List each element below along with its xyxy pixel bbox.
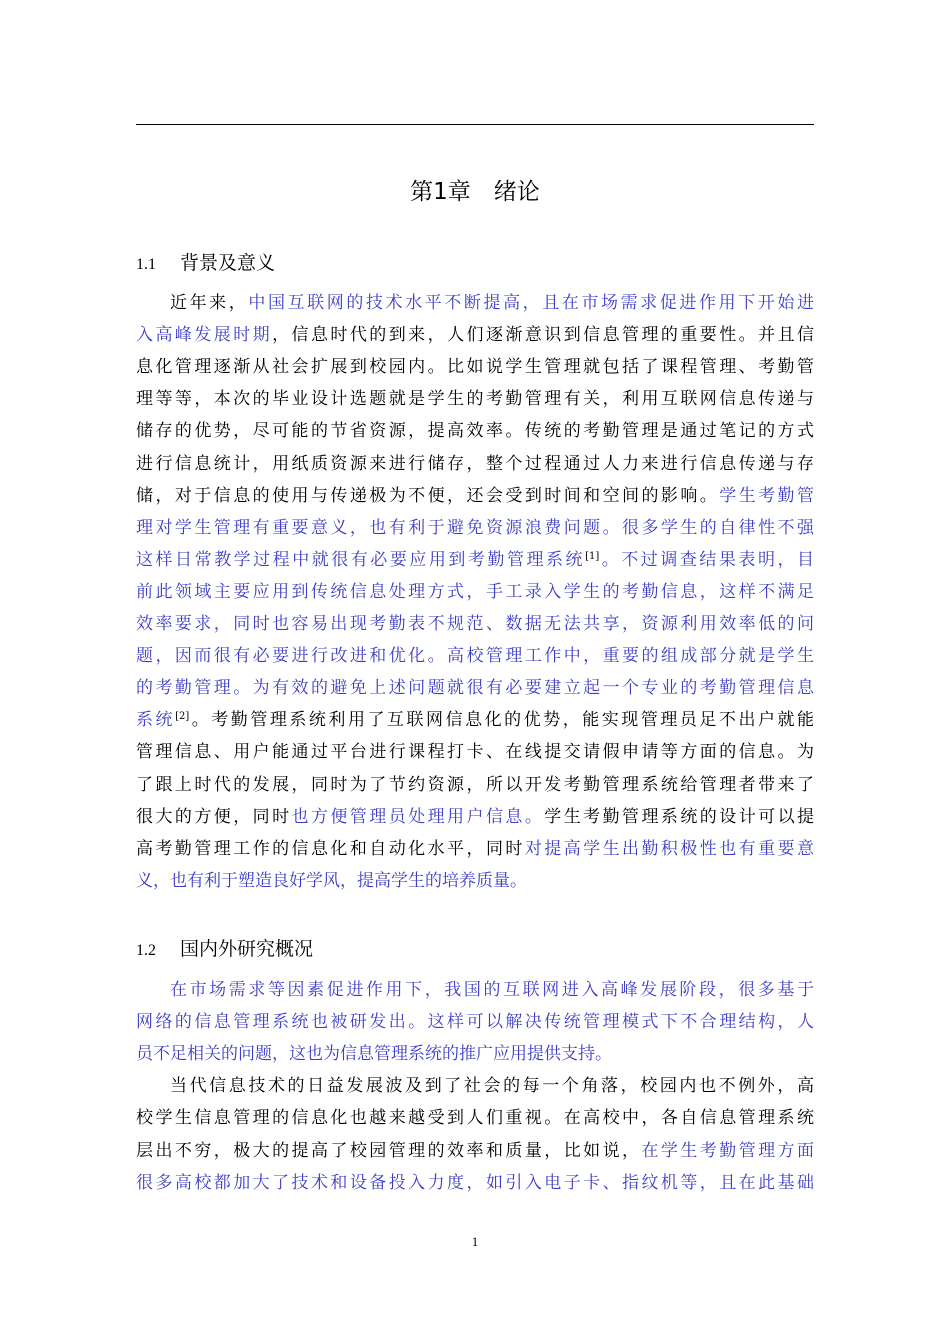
highlighted-text: 对提高学生出勤积极性也有重要意 [524,838,815,859]
highlighted-text: 前此领域主要应用到传统信息处理方式，手工录入学生的考勤信息，这样不满足 [136,581,814,602]
citation-reference: [2] [175,711,190,723]
paragraph-line [136,319,814,351]
text-run: 理等等，本次的毕业设计选题就是学生的考勤管理有关，利用互联网信息传递与 [136,389,814,410]
paragraph-line [136,1006,814,1038]
highlighted-text: 这样日常教学过程中就很有必要应用到考勤管理系统 [136,549,586,570]
paragraph-line [136,1102,814,1134]
highlighted-text: 很多高校都加大了技术和设备投入力度，如引入电子卡、指纹机等，且在此基础 [136,1172,814,1193]
section-heading-1-2 [136,934,313,966]
paragraph-line [136,480,814,512]
paragraph-line [136,640,814,672]
text-run: ，信息时代的到来，人们逐渐意识到信息管理的重要性。并且信 [272,325,815,346]
text-run: 进行信息统计，用纸质资源来进行储存，整个过程通过人力来进行信息传递与存 [136,453,814,474]
text-run: 储，对于信息的使用与传递极为不便，还会受到时间和空间的影响。 [136,485,720,506]
text-run: 很大的方便，同时 [136,806,292,827]
text-run: 学生考勤管理系统的设计可以提 [544,806,815,827]
page-number: 1 [471,1234,479,1249]
paragraph-line [136,1167,814,1199]
paragraph-line [136,383,814,415]
section-number: 1.2 [136,942,156,959]
text-run: 校学生信息管理的信息化也越来越受到人们重视。在高校中，各自信息管理系统 [136,1108,814,1129]
header-rule [136,124,814,125]
highlighted-text: 系统 [136,710,176,731]
paragraph-line [136,512,814,544]
paragraph-line [136,415,814,447]
paragraph-line [136,1038,814,1070]
highlighted-text: 题，因而很有必要进行改进和优化。高校管理工作中，重要的组成部分就是学生 [136,646,814,667]
text-run: 管理信息、用户能通过平台进行课程打卡、在线提交请假申请等方面的信息。为 [136,742,814,763]
text-run: 息化管理逐渐从社会扩展到校园内。比如说学生管理就包括了课程管理、考勤管 [136,357,814,378]
text-run: 近年来， [170,293,249,313]
highlighted-text: 学生考勤管 [719,485,814,506]
text-run: 。考勤管理系统利用了互联网信息化的优势，能实现管理员足不出户就能 [189,710,815,731]
text-run: 储存的优势，尽可能的节省资源，提高效率。传统的考勤管理是通过笔记的方式 [136,421,814,442]
highlighted-text: 网络的信息管理系统也被研发出。这样可以解决传统管理模式下不合理结构，人 [136,1012,814,1033]
citation-reference: [1] [585,550,600,562]
highlighted-text: 的考勤管理。为有效的避免上述问题就很有必要建立起一个专业的考勤管理信息 [136,678,814,699]
highlighted-text: 效率要求，同时也容易出现考勤表不规范、数据无法共享，资源利用效率低的问 [136,614,814,634]
paragraph-line [136,865,814,897]
highlighted-text: 义，也有利于塑造良好学风，提高学生的培养质量。 [136,870,527,891]
paragraph-line [136,672,814,704]
paragraph-line [136,736,814,768]
highlighted-text: 理对学生管理有重要意义，也有利于避免资源浪费问题。很多学生的自律性不强 [136,517,814,538]
highlighted-text: 也方便管理员处理用户信息。 [291,806,545,827]
paragraph-line [136,351,814,383]
paragraph-line [136,801,814,833]
paragraph-line [136,769,814,801]
text-run: 层出不穷，极大的提高了校园管理的效率和质量，比如说， [136,1140,642,1161]
paragraph-line [170,287,814,319]
paragraph-line [136,1135,814,1167]
paragraph-line [136,544,814,576]
paragraph-line [136,608,814,640]
highlighted-text: 中国互联网的技术水平不断提高，且在市场需求促进作用下开始进 [248,293,814,313]
section-heading-1-1 [136,248,275,280]
section-title: 国内外研究概况 [180,938,314,960]
text-run: 高考勤管理工作的信息化和自动化水平，同时 [136,838,525,859]
text-run: 了跟上时代的发展，同时为了节约资源，所以开发考勤管理系统给管理者带来了 [136,774,814,795]
section-title: 背景及意义 [180,252,276,274]
paragraph-line [136,833,814,865]
paragraph-line [170,1070,814,1102]
highlighted-text: 在市场需求等因素促进作用下，我国的互联网进入高峰发展阶段，很多基于 [170,980,814,1000]
highlighted-text: 入高峰发展时期 [136,325,273,346]
highlighted-text: 。不过调查结果表明，目 [599,549,815,570]
highlighted-text: 员不足相关的问题，这也为信息管理系统的推广应用提供支持。 [136,1044,612,1065]
section-number: 1.1 [136,256,156,273]
highlighted-text: 在学生考勤管理方面 [641,1140,815,1161]
paragraph-line [136,448,814,480]
paragraph-line [136,576,814,608]
text-run: 当代信息技术的日益发展波及到了社会的每一个角落，校园内也不例外，高 [170,1076,814,1097]
paragraph-line [170,974,814,1006]
paragraph-line [136,704,814,736]
chapter-title: 第1章 绪论 [410,179,540,205]
